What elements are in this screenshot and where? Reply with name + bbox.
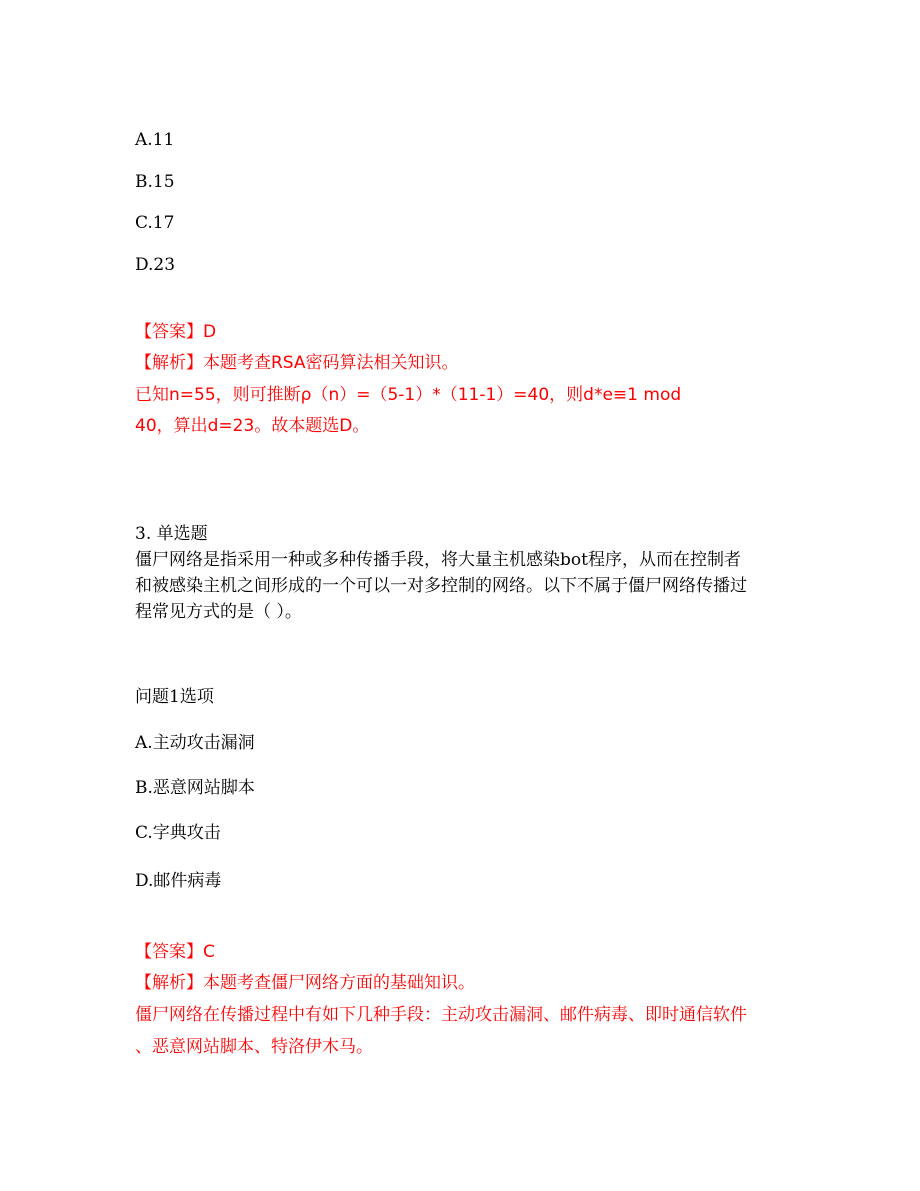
q3-option-c: C.字典攻击 (135, 823, 221, 843)
q3-question-line-3: 程常见方式的是（ ）。 (135, 602, 302, 622)
q3-question-line-1: 僵尸网络是指采用一种或多种传播手段，将大量主机感染bot程序，从而在控制者 (135, 550, 741, 570)
q2-answer: 【答案】D (135, 322, 217, 342)
q2-option-d: D.23 (135, 255, 176, 275)
q3-options-label: 问题1选项 (135, 687, 214, 707)
q2-option-c: C.17 (135, 213, 175, 233)
q3-question-line-2: 和被感染主机之间形成的一个可以一对多控制的网络。以下不属于僵尸网络传播过 (135, 576, 747, 596)
q2-analysis-title: 【解析】本题考查RSA密码算法相关知识。 (135, 353, 459, 373)
q3-option-d: D.邮件病毒 (135, 871, 222, 891)
q3-analysis-line-1: 僵尸网络在传播过程中有如下几种手段：主动攻击漏洞、邮件病毒、即时通信软件 (135, 1005, 747, 1025)
q2-analysis-line-2: 40，算出d=23。故本题选D。 (135, 416, 370, 436)
q3-header: 3. 单选题 (135, 524, 208, 544)
q3-option-b: B.恶意网站脚本 (135, 778, 255, 798)
q2-option-b: B.15 (135, 172, 175, 192)
q3-question-block (135, 521, 790, 625)
q3-option-a: A.主动攻击漏洞 (135, 733, 255, 753)
q3-analysis-title: 【解析】本题考查僵尸网络方面的基础知识。 (135, 973, 475, 993)
q3-analysis-line-2: 、恶意网站脚本、特洛伊木马。 (135, 1037, 373, 1057)
q2-option-a: A.11 (135, 130, 175, 150)
q3-answer: 【答案】C (135, 942, 215, 962)
q2-analysis-line-1: 已知n=55，则可推断ρ（n）=（5-1）*（11-1）=40，则d*e≡1 mod (135, 385, 682, 405)
